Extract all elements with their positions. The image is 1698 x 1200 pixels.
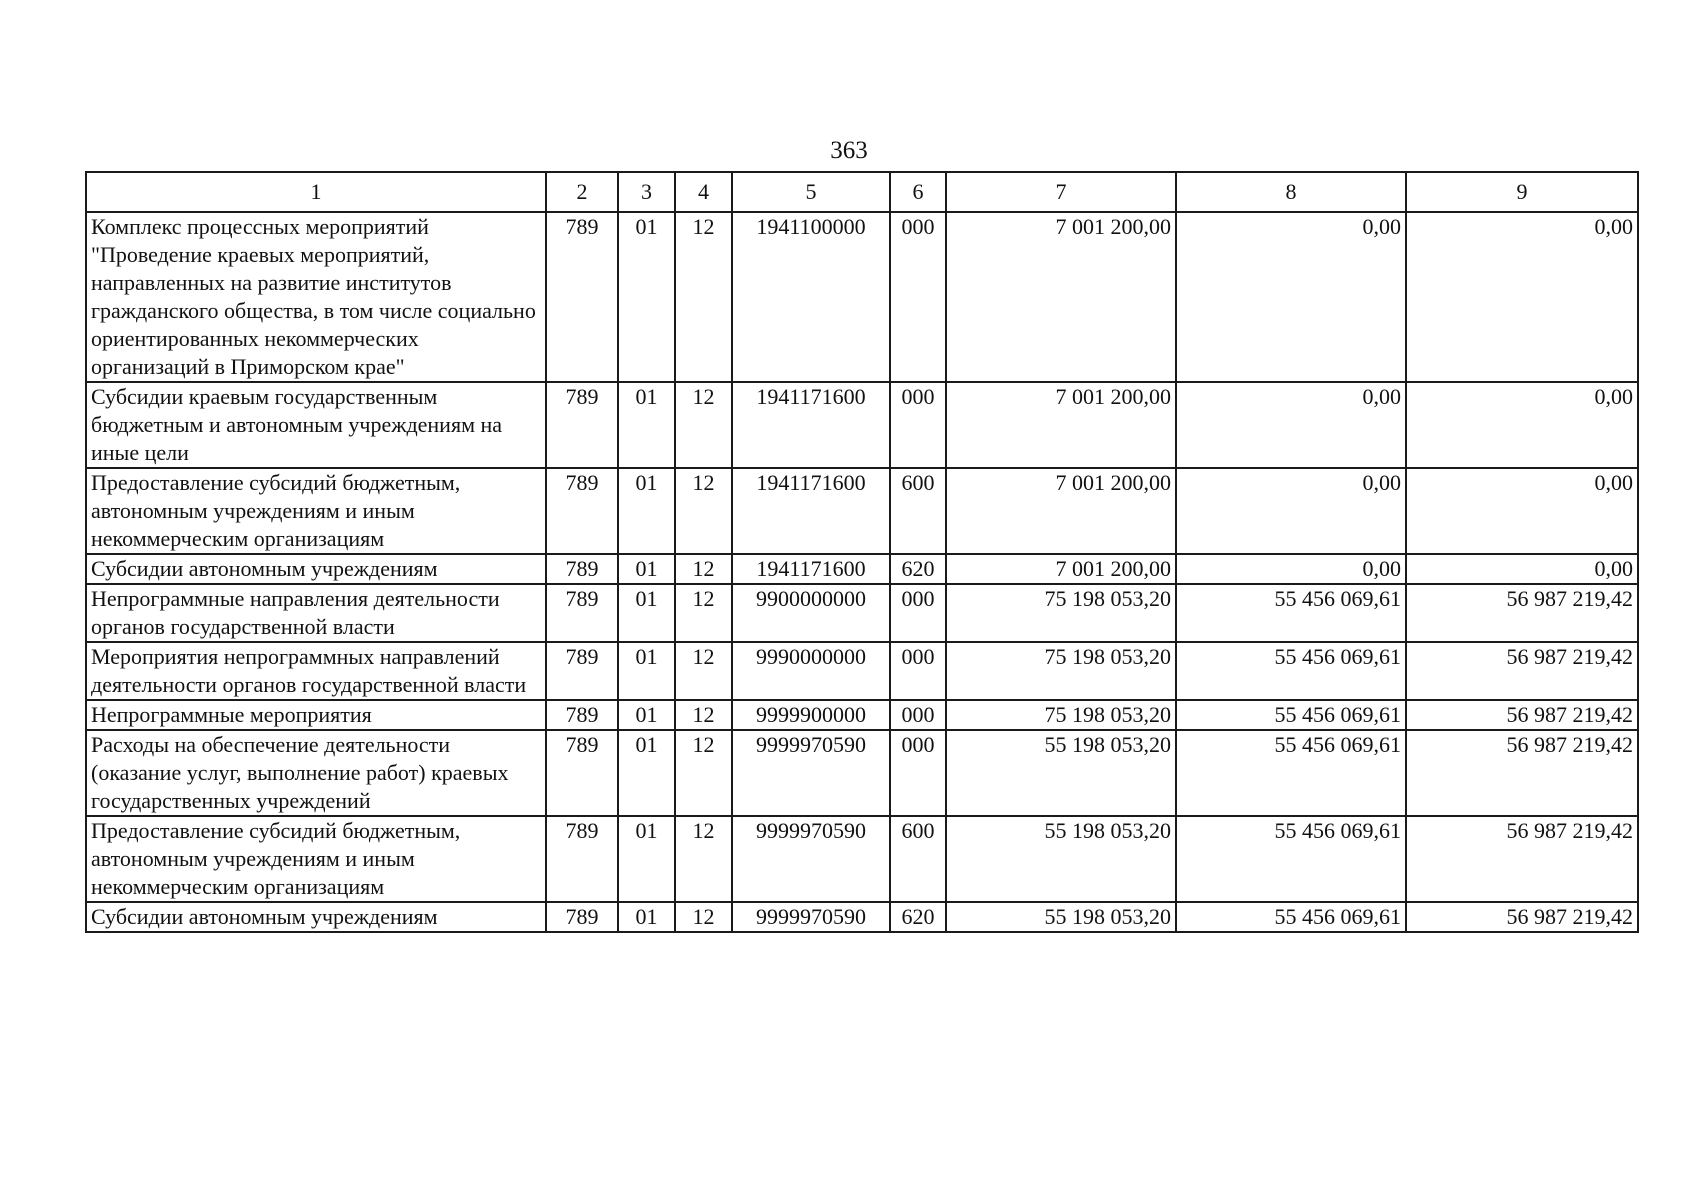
table-row: [86, 700, 1638, 730]
cell-col-7: 7 001 200,00: [946, 468, 1176, 554]
cell-col-2: 789: [546, 700, 618, 730]
cell-col-4: 12: [675, 902, 732, 932]
cell-col-5: 9999970590: [732, 730, 890, 816]
cell-col-8: 55 456 069,61: [1176, 902, 1406, 932]
budget-table: [85, 171, 1639, 933]
cell-col-5: 9999970590: [732, 816, 890, 902]
cell-col-3: 01: [618, 468, 675, 554]
cell-col-7: 75 198 053,20: [946, 584, 1176, 642]
cell-col-4: 12: [675, 554, 732, 584]
cell-col-7: 55 198 053,20: [946, 902, 1176, 932]
cell-col-5: 9990000000: [732, 642, 890, 700]
column-header: 8: [1176, 172, 1406, 212]
cell-col-3: 01: [618, 382, 675, 468]
cell-col-7: 7 001 200,00: [946, 554, 1176, 584]
column-header: 5: [732, 172, 890, 212]
cell-col-3: 01: [618, 212, 675, 382]
table-row: [86, 382, 1638, 468]
cell-col-8: 0,00: [1176, 212, 1406, 382]
cell-col-3: 01: [618, 584, 675, 642]
row-name: Субсидии краевым государственным бюджетным и автономным учреждениям на иные цели: [86, 382, 546, 468]
cell-col-2: 789: [546, 642, 618, 700]
cell-col-2: 789: [546, 730, 618, 816]
cell-col-7: 75 198 053,20: [946, 642, 1176, 700]
cell-col-2: 789: [546, 816, 618, 902]
row-name: Субсидии автономным учреждениям: [86, 554, 546, 584]
cell-col-6: 600: [890, 468, 946, 554]
cell-col-8: 55 456 069,61: [1176, 584, 1406, 642]
row-name: Субсидии автономным учреждениям: [86, 902, 546, 932]
row-name: Комплекс процессных мероприятий "Проведение краевых мероприятий, направленных на развитие институтов гражданского общества, в том числе социально ориентированных некоммерческих организаций в Приморском крае": [86, 212, 546, 382]
table-row: [86, 902, 1638, 932]
cell-col-2: 789: [546, 584, 618, 642]
cell-col-6: 000: [890, 382, 946, 468]
cell-col-8: 55 456 069,61: [1176, 642, 1406, 700]
cell-col-6: 000: [890, 730, 946, 816]
cell-col-4: 12: [675, 700, 732, 730]
cell-col-5: 1941171600: [732, 382, 890, 468]
cell-col-7: 7 001 200,00: [946, 382, 1176, 468]
cell-col-9: 0,00: [1406, 212, 1638, 382]
cell-col-7: 55 198 053,20: [946, 816, 1176, 902]
row-name: Непрограммные направления деятельности органов государственной власти: [86, 584, 546, 642]
table-row: [86, 642, 1638, 700]
cell-col-7: 7 001 200,00: [946, 212, 1176, 382]
cell-col-6: 000: [890, 584, 946, 642]
cell-col-9: 56 987 219,42: [1406, 730, 1638, 816]
cell-col-6: 620: [890, 554, 946, 584]
table-row: [86, 468, 1638, 554]
table-row: [86, 212, 1638, 382]
cell-col-4: 12: [675, 382, 732, 468]
cell-col-5: 9900000000: [732, 584, 890, 642]
cell-col-4: 12: [675, 212, 732, 382]
column-header: 7: [946, 172, 1176, 212]
cell-col-4: 12: [675, 642, 732, 700]
page-number: 363: [830, 137, 868, 164]
cell-col-4: 12: [675, 584, 732, 642]
row-name: Предоставление субсидий бюджетным, автономным учреждениям и иным некоммерческим организациям: [86, 468, 546, 554]
cell-col-2: 789: [546, 382, 618, 468]
cell-col-7: 75 198 053,20: [946, 700, 1176, 730]
cell-col-9: 0,00: [1406, 554, 1638, 584]
cell-col-6: 000: [890, 642, 946, 700]
cell-col-5: 1941100000: [732, 212, 890, 382]
cell-col-8: 0,00: [1176, 382, 1406, 468]
cell-col-9: 56 987 219,42: [1406, 902, 1638, 932]
cell-col-2: 789: [546, 468, 618, 554]
table-header: [86, 172, 1638, 212]
cell-col-6: 000: [890, 700, 946, 730]
column-header: 3: [618, 172, 675, 212]
cell-col-3: 01: [618, 902, 675, 932]
column-header: 9: [1406, 172, 1638, 212]
cell-col-8: 55 456 069,61: [1176, 730, 1406, 816]
cell-col-9: 56 987 219,42: [1406, 642, 1638, 700]
cell-col-5: 1941171600: [732, 468, 890, 554]
cell-col-8: 55 456 069,61: [1176, 816, 1406, 902]
cell-col-4: 12: [675, 468, 732, 554]
header-row: [86, 172, 1638, 212]
table-row: [86, 554, 1638, 584]
cell-col-3: 01: [618, 700, 675, 730]
table-row: [86, 584, 1638, 642]
cell-col-5: 1941171600: [732, 554, 890, 584]
cell-col-9: 0,00: [1406, 382, 1638, 468]
cell-col-3: 01: [618, 642, 675, 700]
cell-col-6: 000: [890, 212, 946, 382]
table-row: [86, 730, 1638, 816]
column-header: 4: [675, 172, 732, 212]
cell-col-9: 56 987 219,42: [1406, 816, 1638, 902]
cell-col-8: 55 456 069,61: [1176, 700, 1406, 730]
column-header: 2: [546, 172, 618, 212]
cell-col-9: 0,00: [1406, 468, 1638, 554]
cell-col-5: 9999900000: [732, 700, 890, 730]
cell-col-2: 789: [546, 212, 618, 382]
cell-col-2: 789: [546, 902, 618, 932]
column-header: 6: [890, 172, 946, 212]
cell-col-3: 01: [618, 816, 675, 902]
cell-col-4: 12: [675, 730, 732, 816]
table-row: [86, 816, 1638, 902]
table-body: [86, 212, 1638, 932]
cell-col-9: 56 987 219,42: [1406, 584, 1638, 642]
row-name: Непрограммные мероприятия: [86, 700, 546, 730]
cell-col-8: 0,00: [1176, 468, 1406, 554]
cell-col-4: 12: [675, 816, 732, 902]
cell-col-5: 9999970590: [732, 902, 890, 932]
cell-col-6: 620: [890, 902, 946, 932]
cell-col-7: 55 198 053,20: [946, 730, 1176, 816]
cell-col-6: 600: [890, 816, 946, 902]
column-header: 1: [86, 172, 546, 212]
cell-col-3: 01: [618, 554, 675, 584]
row-name: Предоставление субсидий бюджетным, автономным учреждениям и иным некоммерческим организациям: [86, 816, 546, 902]
row-name: Мероприятия непрограммных направлений деятельности органов государственной власти: [86, 642, 546, 700]
cell-col-9: 56 987 219,42: [1406, 700, 1638, 730]
cell-col-2: 789: [546, 554, 618, 584]
cell-col-8: 0,00: [1176, 554, 1406, 584]
cell-col-3: 01: [618, 730, 675, 816]
row-name: Расходы на обеспечение деятельности (оказание услуг, выполнение работ) краевых государственных учреждений: [86, 730, 546, 816]
